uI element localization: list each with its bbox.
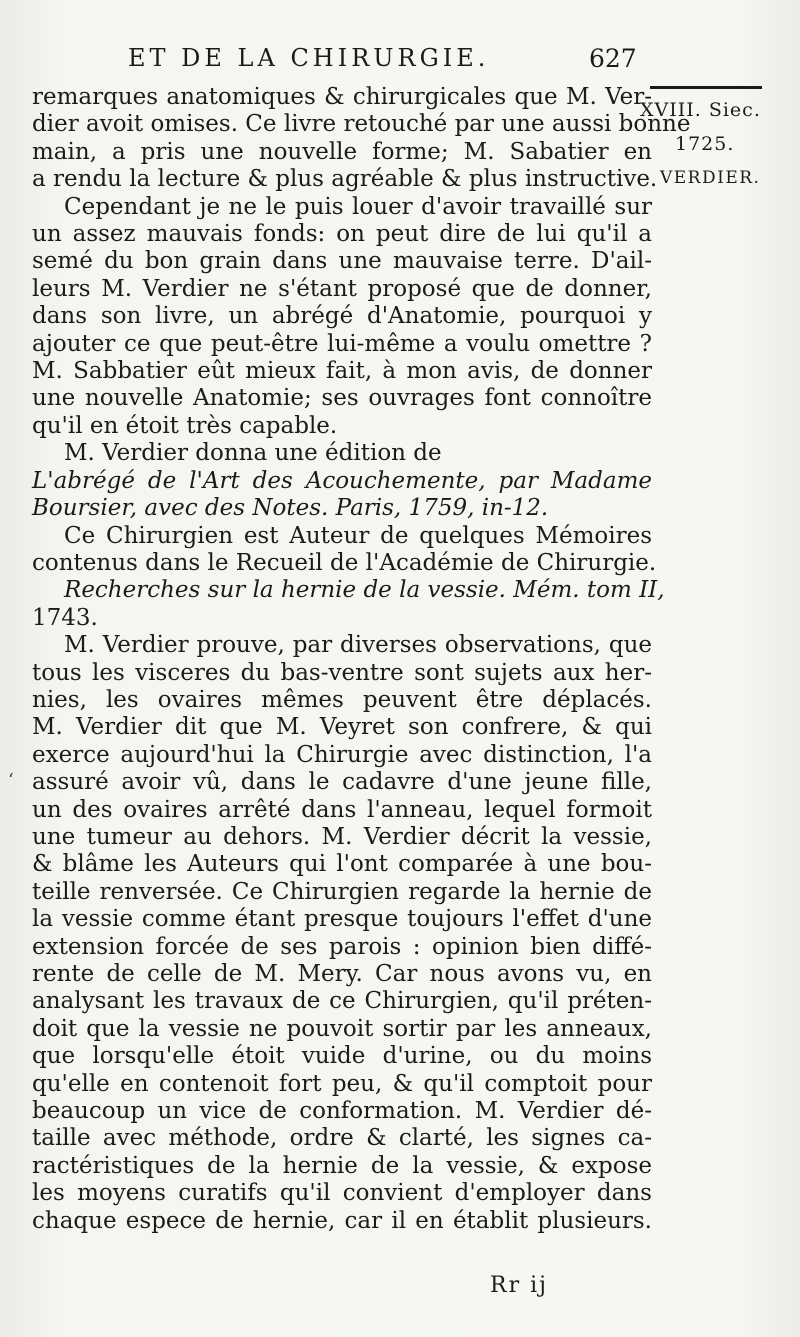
text-line: Boursier, avec des Notes. Paris, 1759, in-12. xyxy=(32,495,549,522)
text-line: leurs M. Verdier ne s'étant proposé que de donner, xyxy=(32,275,652,302)
text-line: ractéristiques de la hernie de la vessie, & expose xyxy=(32,1152,652,1179)
text-line: qu'il en étoit très capable. xyxy=(32,412,338,439)
text-line: remarques anatomiques & chirurgicales que M. Ver- xyxy=(32,84,652,110)
text-line: teille renversée. Ce Chirurgien regarde la hernie de xyxy=(32,878,652,905)
text-line: dans son livre, un abrégé d'Anatomie, pourquoi y xyxy=(32,303,652,330)
running-title: ET DE LA CHIRURGIE. xyxy=(128,44,490,72)
catchword-signature: Rr ij xyxy=(490,1273,548,1298)
margin-note-year: 1725. xyxy=(675,133,735,155)
text-line: main, a pris une nouvelle forme; M. Sabatier en xyxy=(32,138,652,165)
text-line: dier avoit omises. Ce livre retouché par une aussi bonne xyxy=(32,111,691,138)
text-line: contenus dans le Recueil de l'Académie de Chirurgie. xyxy=(32,549,657,576)
text-line: Recherches sur la hernie de la vessie. Mém. tom II, xyxy=(64,577,665,604)
text-line: doit que la vessie ne pouvoit sortir par les anneaux, xyxy=(32,1015,652,1042)
margin-mark: ‘ xyxy=(8,770,14,791)
text-line: une nouvelle Anatomie; ses ouvrages font connoître xyxy=(32,385,652,412)
text-line: qu'elle en contenoit fort peu, & qu'il comptoit pour xyxy=(32,1070,652,1097)
text-line: extension forcée de ses parois : opinion bien diffé- xyxy=(32,933,652,960)
text-line: un des ovaires arrêté dans l'anneau, lequel formoit xyxy=(32,796,652,823)
text-line: M. Sabbatier eût mieux fait, à mon avis, de donner xyxy=(32,358,652,385)
text-line: ajouter ce que peut-être lui-même a voulu omettre ? xyxy=(32,330,652,357)
text-line: assuré avoir vû, dans le cadavre d'une jeune fille, xyxy=(32,769,652,796)
text-line: Ce Chirurgien est Auteur de quelques Mémoires xyxy=(64,522,652,549)
text-line: un assez mauvais fonds: on peut dire de lui qu'il a xyxy=(32,221,652,248)
text-line: 1743. xyxy=(32,604,98,631)
text-line: que lorsqu'elle étoit vuide d'urine, ou du moins xyxy=(32,1043,652,1070)
text-line: les moyens curatifs qu'il convient d'employer dans xyxy=(32,1180,652,1207)
text-line: & blâme les Auteurs qui l'ont comparée à une bou- xyxy=(32,851,652,878)
text-line: L'abrégé de l'Art des Acouchemente, par Madame xyxy=(32,467,652,494)
text-line: semé du bon grain dans une mauvaise terre. D'ail- xyxy=(32,248,652,275)
text-line: analysant les travaux de ce Chirurgien, qu'il préten- xyxy=(32,988,652,1015)
text-line: M. Verdier prouve, par diverses observations, que xyxy=(64,632,652,659)
text-line: exerce aujourd'hui la Chirurgie avec distinction, l'a xyxy=(32,741,652,768)
text-line: Cependant je ne le puis louer d'avoir travaillé sur xyxy=(64,193,652,220)
text-line: beaucoup un vice de conformation. M. Verdier dé- xyxy=(32,1098,652,1125)
margin-rule xyxy=(650,86,762,89)
text-line: la vessie comme étant presque toujours l'effet d'une xyxy=(32,906,652,933)
text-line: chaque espece de hernie, car il en établit plusieurs. xyxy=(32,1207,652,1234)
margin-note-century: XVIII. Siec. xyxy=(640,99,761,121)
text-line: M. Verdier donna une édition de xyxy=(64,440,442,467)
text-line: une tumeur au dehors. M. Verdier décrit la vessie, xyxy=(32,823,652,850)
text-line: rente de celle de M. Mery. Car nous avons vu, en xyxy=(32,961,652,987)
body-text xyxy=(32,84,691,1235)
text-line: tous les visceres du bas-ventre sont sujets aux her- xyxy=(32,659,652,686)
text-line: nies, les ovaires mêmes peuvent être déplacés. xyxy=(32,686,652,713)
text-line: taille avec méthode, ordre & clarté, les signes ca- xyxy=(32,1125,652,1152)
page-number: 627 xyxy=(589,44,637,73)
text-line: a rendu la lecture & plus agréable & plus instructive. xyxy=(32,166,658,193)
text-line: M. Verdier dit que M. Veyret son confrere, & qui xyxy=(32,714,652,741)
margin-note-name: VERDIER. xyxy=(660,168,761,188)
